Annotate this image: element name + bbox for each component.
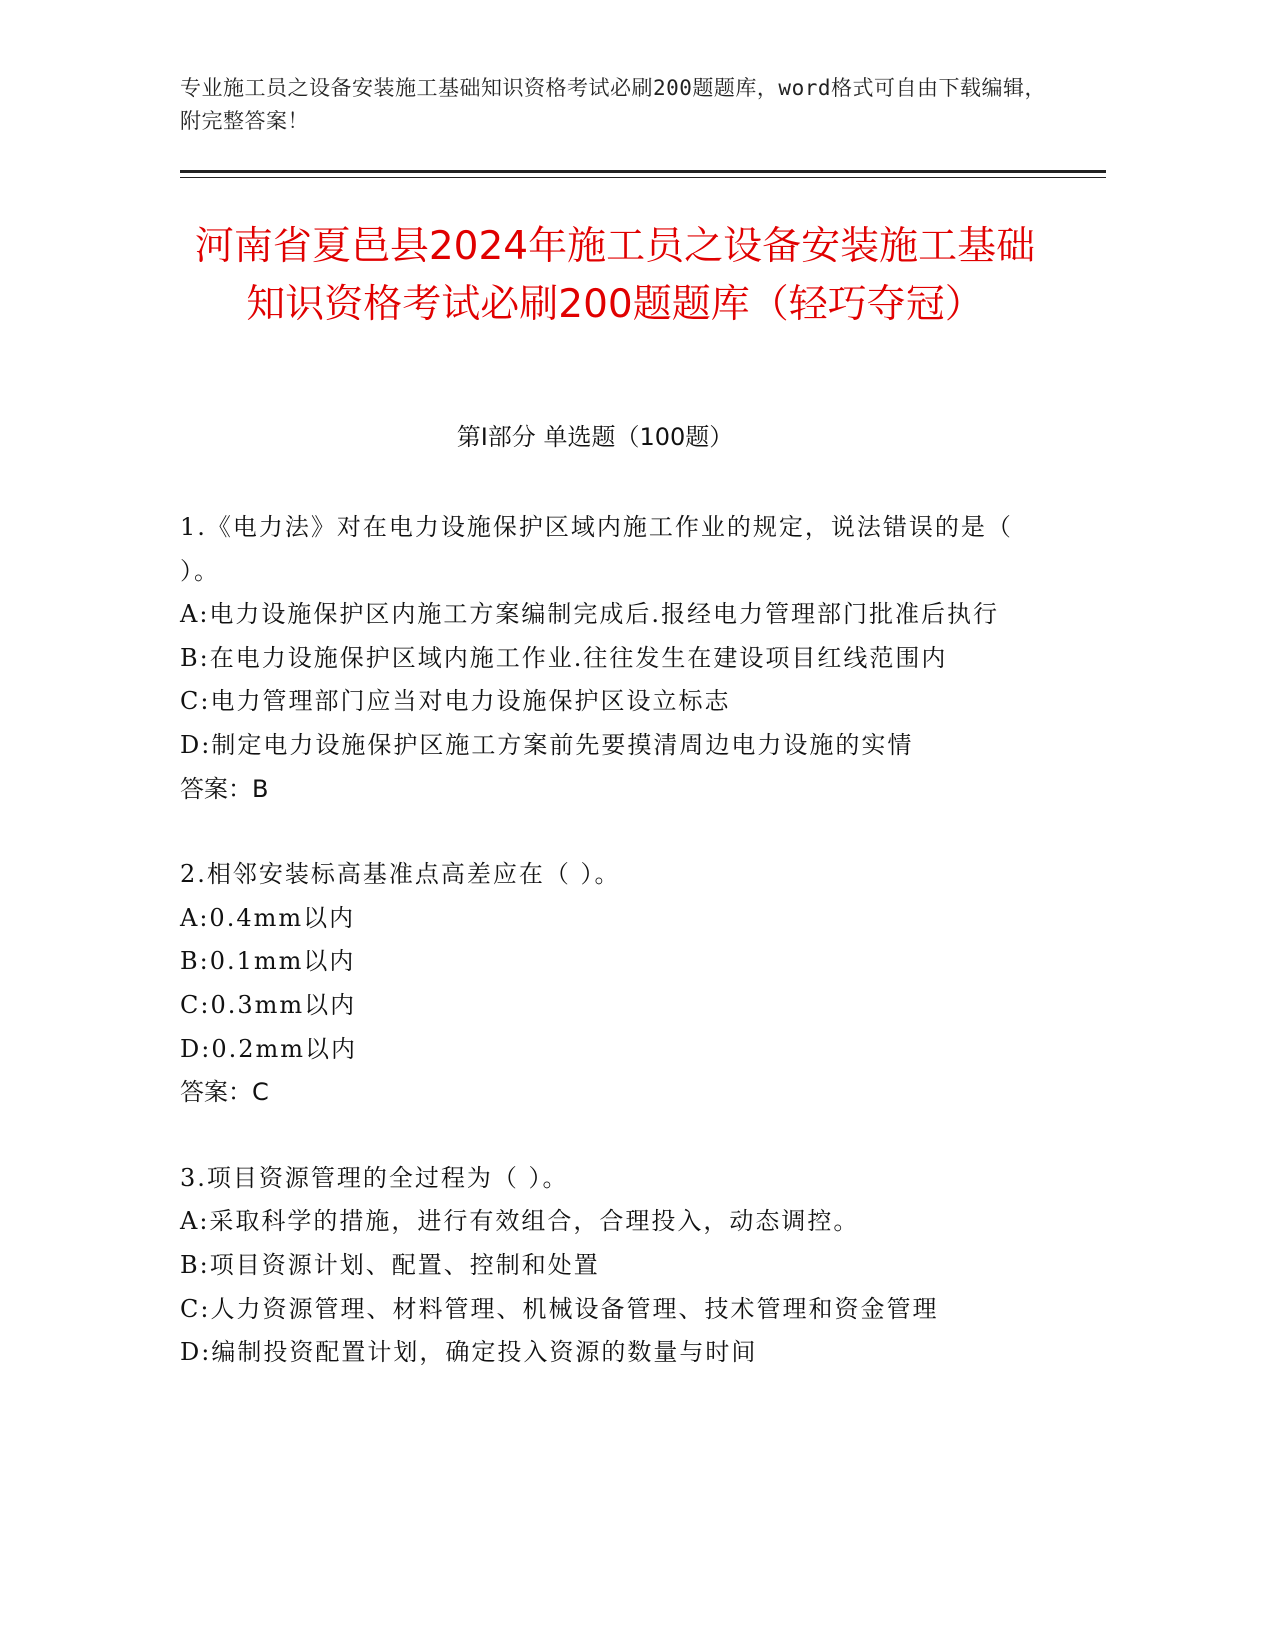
option-text: 0.4mm以内 — [209, 903, 356, 932]
option-text: 电力设施保护区内施工方案编制完成后.报经电力管理部门批准后执行 — [209, 600, 1000, 629]
option-letter: B: — [180, 1250, 210, 1279]
question-list — [180, 506, 1025, 1417]
option-text: 在电力设施保护区域内施工作业.往往发生在建设项目红线范围内 — [209, 643, 948, 672]
option-text: 制定电力设施保护区施工方案前先要摸清周边电力设施的实情 — [211, 730, 914, 759]
question-stem: 2.相邻安装标高基准点高差应在（ ）。 — [180, 860, 621, 889]
option-a — [180, 897, 1025, 941]
question-stem: 3.项目资源管理的全过程为（ ）。 — [180, 1163, 569, 1192]
option-text: 人力资源管理、材料管理、机械设备管理、技术管理和资金管理 — [210, 1294, 939, 1323]
option-letter: C: — [180, 687, 211, 716]
option-letter: A: — [180, 1207, 210, 1236]
option-d — [180, 724, 1025, 768]
option-letter: D: — [180, 1034, 212, 1063]
option-text: 采取科学的措施，进行有效组合，合理投入，动态调控。 — [209, 1207, 860, 1236]
option-text: 电力管理部门应当对电力设施保护区设立标志 — [210, 687, 731, 716]
option-text: 0.3mm以内 — [210, 990, 357, 1019]
option-d — [180, 1028, 1025, 1072]
option-letter: C: — [180, 1294, 211, 1323]
question-2 — [180, 853, 1025, 1115]
option-letter: B: — [180, 947, 210, 976]
option-c — [180, 984, 1025, 1028]
option-text: 编制投资配置计划，确定投入资源的数量与时间 — [211, 1338, 758, 1367]
question-1 — [180, 506, 1025, 811]
answer-label: 答案：B — [180, 774, 269, 803]
option-letter: D: — [180, 1338, 212, 1367]
option-a — [180, 1200, 1025, 1244]
option-d — [180, 1331, 1025, 1375]
option-letter: B: — [180, 643, 210, 672]
option-text: 0.2mm以内 — [211, 1034, 358, 1063]
document-title: 河南省夏邑县2024年施工员之设备安装施工基础知识资格考试必刷200题题库（轻巧夺冠） — [194, 224, 1036, 327]
header-note: 专业施工员之设备安装施工基础知识资格考试必刷200题题库，word格式可自由下载编辑，附完整答案！ — [180, 76, 1046, 133]
question-3 — [180, 1157, 1025, 1375]
option-a — [180, 593, 1025, 637]
option-letter: A: — [180, 600, 210, 629]
option-c — [180, 680, 1025, 724]
question-stem: 1.《电力法》对在电力设施保护区域内施工作业的规定，说法错误的是（ ）。 — [180, 513, 1013, 585]
option-c — [180, 1288, 1025, 1332]
option-b — [180, 940, 1025, 984]
option-letter: D: — [180, 730, 212, 759]
header-divider-thick — [180, 170, 1106, 173]
header-divider-thin — [180, 177, 1106, 178]
answer-label: 答案：C — [180, 1078, 269, 1107]
option-letter: C: — [180, 990, 211, 1019]
option-b — [180, 1244, 1025, 1288]
section-heading: 第I部分 单选题（100题） — [456, 423, 734, 451]
option-b — [180, 637, 1025, 681]
option-text: 0.1mm以内 — [209, 947, 356, 976]
option-letter: A: — [180, 903, 210, 932]
option-text: 项目资源计划、配置、控制和处置 — [209, 1250, 600, 1279]
